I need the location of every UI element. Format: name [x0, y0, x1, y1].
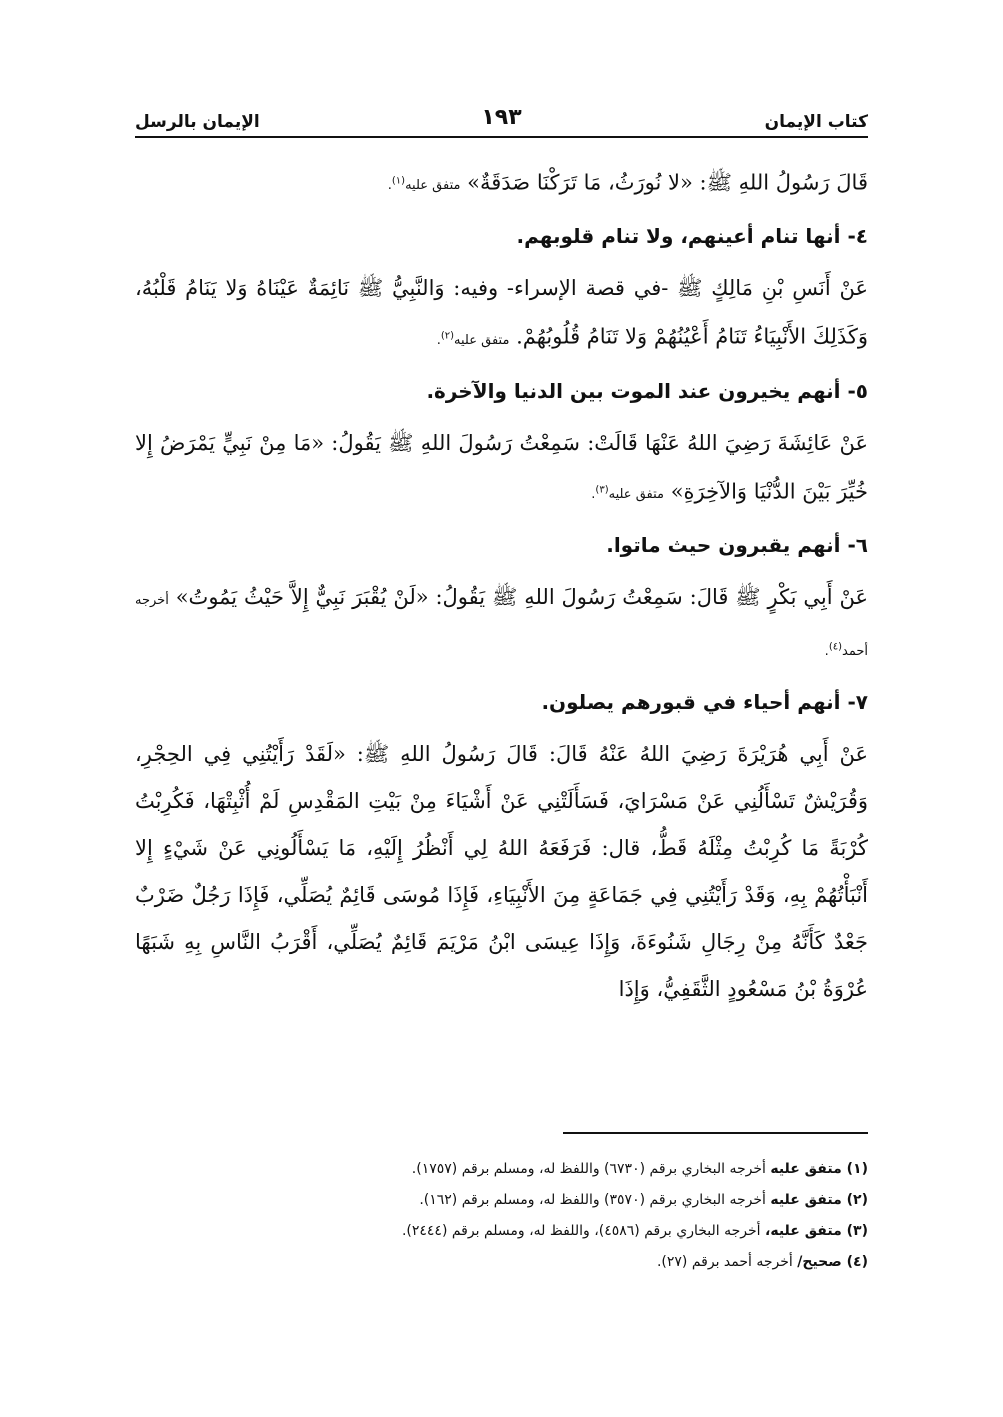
hadith-text: عَنْ أَبِي بَكْرٍ ﷺ قَالَ: سَمِعْتُ رَسُولَ اللهِ ﷺ يَقُولُ: «لَنْ يُقْبَرَ نَبِيٌّ إِلاَّ حَيْثُ يَمُوتُ»: [175, 584, 868, 609]
section-heading: ٦- أنهم يقبرون حيث ماتوا.: [606, 532, 868, 557]
hadith-paragraph: [135, 574, 868, 675]
hadith-text: عَنْ عَائِشَةَ رَضِيَ اللهُ عَنْهَا قَالَتْ: سَمِعْتُ رَسُولَ اللهِ ﷺ يَقُولُ: «مَا مِنْ نَبِيٍّ يَمْرَضُ إِلا خُيِّرَ بَيْنَ الدُّنْيَا وَالآخِرَةِ»: [135, 430, 868, 503]
section-heading: ٥- أنهم يخيرون عند الموت بين الدنيا والآخرة.: [426, 378, 868, 403]
footnote-item: (١) متفق عليه أخرجه البخاري برقم (٦٧٣٠) واللفظ له، ومسلم برقم (١٧٥٧).: [411, 1161, 868, 1177]
running-header: [135, 92, 868, 132]
footnote-divider: [563, 1132, 868, 1134]
hadith-paragraph: [135, 420, 868, 518]
footnotes: [135, 1154, 868, 1278]
footnote-marker[interactable]: (٤): [828, 641, 842, 653]
header-book-title: كتاب الإيمان: [764, 112, 868, 132]
section-heading: ٤- أنها تنام أعينهم، ولا تنام قلوبهم.: [516, 224, 868, 249]
header-chapter-title: الإيمان بالرسل: [135, 112, 260, 132]
hadith-reference: متفق عليه$^{(١)}$.: [387, 176, 461, 194]
hadith-reference: متفق عليه$^{(٣)}$.: [591, 484, 664, 502]
footnote-item: (٣) متفق عليه، أخرجه البخاري برقم (٤٥٨٦)، واللفظ له، ومسلم برقم (٢٤٤٤).: [401, 1223, 868, 1239]
document-page: [135, 92, 868, 1332]
hadith-text: عَنْ أَنَسِ بْنِ مَالِكٍ ﷺ -في قصة الإسراء- وفيه: وَالنَّبِيُّ ﷺ نَائِمَةٌ عَيْنَاهُ وَلا يَنَامُ قَلْبُهُ، وَكَذَلِكَ الأَنْبِيَاءُ تَنَامُ أَعْيُنُهُمْ وَلا تَنَامُ قُلُوبُهُمْ.: [135, 276, 868, 349]
hadith-paragraph: [135, 265, 868, 363]
hadith-paragraph: [135, 731, 868, 1013]
main-content: [135, 158, 868, 1013]
section-heading: ٧- أنهم أحياء في قبورهم يصلون.: [541, 690, 868, 715]
hadith-reference: متفق عليه$^{(٢)}$.: [436, 330, 510, 348]
footnote-marker[interactable]: (١): [391, 176, 406, 187]
hadith-text: قَالَ رَسُولُ اللهِ ﷺ: «لا نُورَثُ، مَا تَرَكْنَا صَدَقَةٌ»: [467, 170, 868, 195]
hadith-paragraph: [135, 158, 868, 209]
footnote-item: (٤) صحيح/ أخرجه أحمد برقم (٢٧).: [656, 1254, 868, 1270]
footnote-marker[interactable]: (٣): [595, 484, 609, 496]
header-divider: [135, 136, 868, 138]
page-number: ١٩٣: [481, 105, 522, 130]
footnote-marker[interactable]: (٢): [440, 330, 455, 342]
hadith-text: عَنْ أَبِي هُرَيْرَةَ رَضِيَ اللهُ عَنْهُ قَالَ: قَالَ رَسُولُ اللهِ ﷺ: «لَقَدْ رَأَيْتُنِي فِي الحِجْرِ، وَقُرَيْشٌ تَسْأَلُنِي عَنْ مَسْرَايَ، فَسَأَلَتْنِي عَنْ أَشْيَاءَ مِنْ بَيْتِ المَقْدِسِ لَمْ أُثْبِتْهَا، فَكُرِبْتُ كُرْبَةً مَا كُرِبْتُ مِثْلَهُ قَطُّ، قال: فَرَفَعَهُ اللهُ لِي أَنْظُرُ إِلَيْهِ، مَا يَسْأَلُونِي عَنْ شَيْءٍ إِلا أَنْبَأْتُهُمْ بِهِ، وَقَدْ رَأَيْتُنِي فِي جَمَاعَةٍ مِنَ الأَنْبِيَاءِ، فَإِذَا مُوسَى قَائِمٌ يُصَلِّي، فَإِذَا رَجُلٌ ضَرْبٌ جَعْدٌ كَأَنَّهُ مِنْ رِجَالِ شَنُوءَةَ، وَإِذَا عِيسَى ابْنُ مَرْيَمَ قَائِمٌ يُصَلِّي، أَقْرَبُ النَّاسِ بِهِ شَبَهًا عُرْوَةُ بْنُ مَسْعُودٍ الثَّقَفِيُّ، وَإِذَا: [135, 742, 868, 1002]
hadith-reference: أخرجه أحمد$^{(٤)}$.: [135, 592, 868, 660]
footnote-item: (٢) متفق عليه أخرجه البخاري برقم (٣٥٧٠) واللفظ له، ومسلم برقم (١٦٢).: [419, 1192, 868, 1208]
